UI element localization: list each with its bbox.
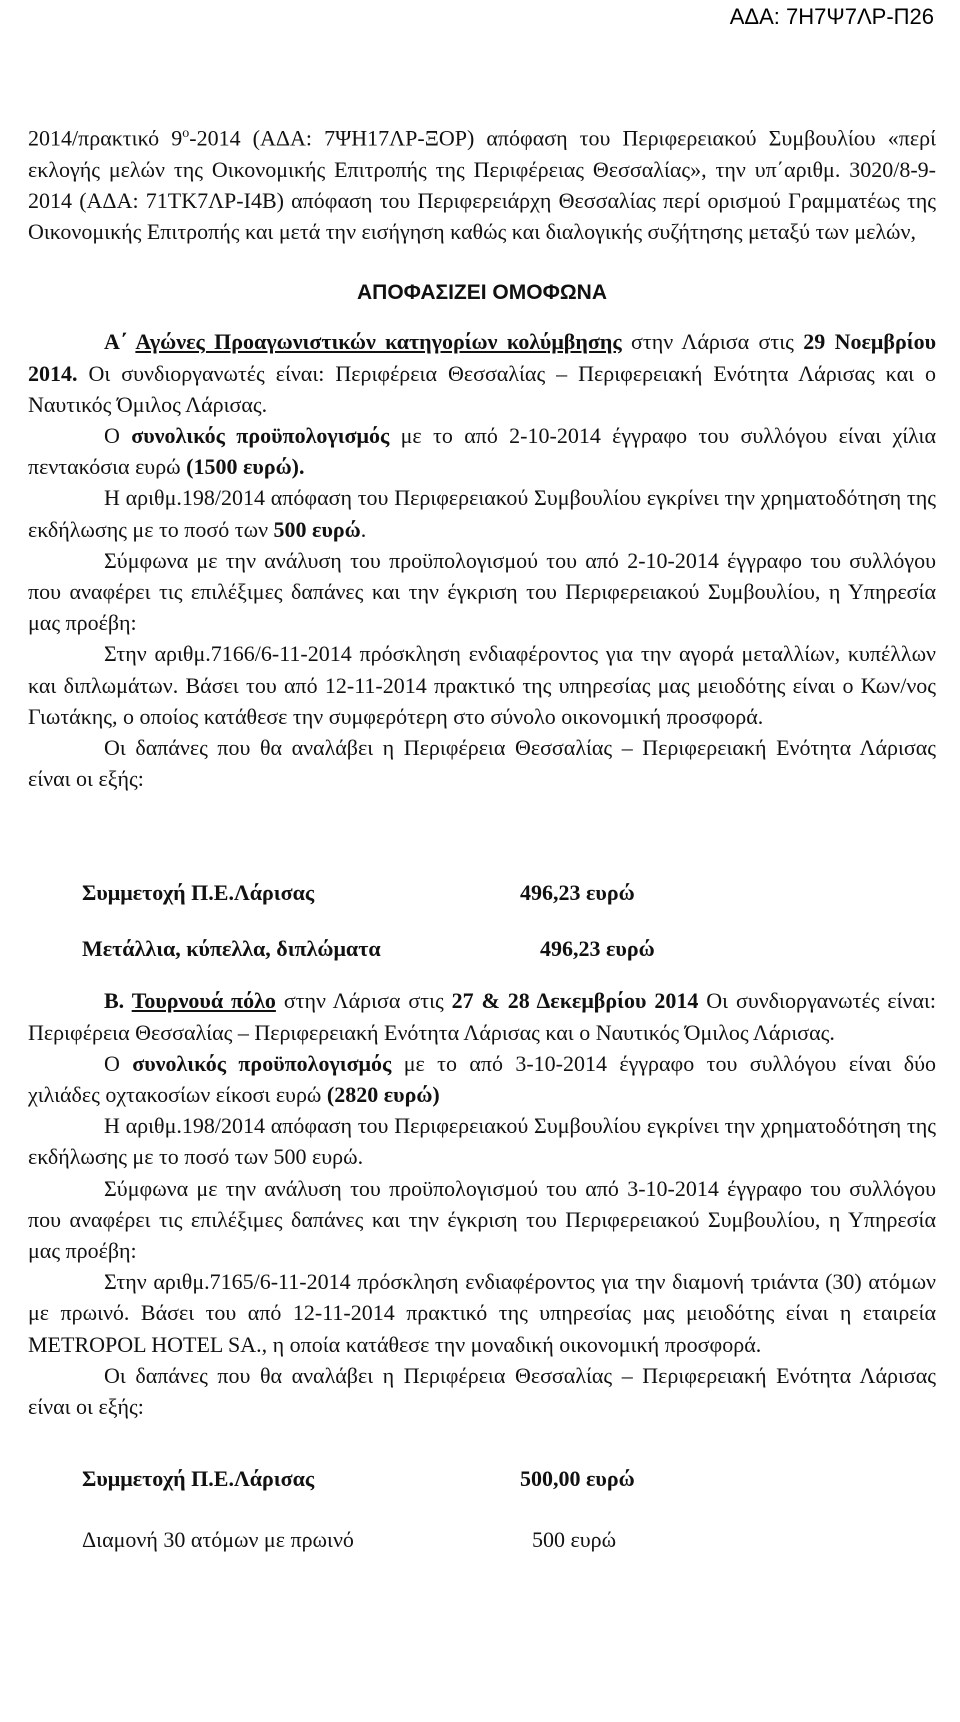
section-b-invitation: Στην αριθμ.7165/6-11-2014 πρόσκληση ενδιαφέροντος για την διαμονή τριάντα (30) ατόμων με πρωινό. Βάσει του από 12-11-2014 πρακτικό της υπηρεσίας μας μειοδότης είναι η εταιρεία METROPOL HOTEL SA., η οποία κατάθεσε την μοναδική οικονομική προσφορά. [28,1269,936,1357]
section-b-cost-row: Διαμονή 30 ατόμων με πρωινό 500 ευρώ [82,1527,617,1553]
section-b-budget: Ο συνολικός προϋπολογισμός με το από 3-10-2014 έγγραφο του συλλόγου είναι δύο χιλιάδες οχτακοσίων είκοσι ευρώ (2820 ευρώ) [28,1050,937,1107]
section-a-budget: Ο συνολικός προϋπολογισμός με το από 2-10-2014 έγγραφο του συλλόγου είναι χίλια πεντακόσια ευρώ (1500 ευρώ). [28,422,937,480]
document-body [28,118,936,1558]
section-b-expenses-intro: Οι δαπάνες που θα αναλάβει η Περιφέρεια Θεσσαλίας – Περιφερειακή Ενότητα Λάρισας είναι οι εξής: [28,1362,936,1420]
section-a-expenses-intro: Οι δαπάνες που θα αναλάβει η Περιφέρεια Θεσσαλίας – Περιφερειακή Ενότητα Λάρισας είναι οι εξής: [28,734,936,792]
intro-paragraph: 2014/πρακτικό $9^o-2014$ (ΑΔΑ: 7ΨΗ17ΛΡ-ΞΟΡ) απόφαση του Περιφερειακού Συμβουλίου «περί εκλογής μελών της Οικονομικής Επιτροπής της Περιφέρειας Θεσσαλίας», την υπ΄αριθμ. 3020/8-9-2014 (ΑΔΑ: 71ΤΚ7ΛΡ-Ι4Β) απόφαση του Περιφερειάρχη Θεσσαλίας περί ορισμού Γραμματέως της Οικονομικής Επιτροπής και μετά την εισήγηση καθώς και διαλογικής συζήτησης μεταξύ των μελών, [28,125,936,244]
section-a-cost-row: Μετάλλια, κύπελλα, διπλώματα 496,23 ευρώ [82,936,655,962]
section-a-cost-row: Συμμετοχή Π.Ε.Λάρισας 496,23 ευρώ [82,880,635,906]
section-a-title: Α΄ Αγώνες Προαγωνιστικών κατηγορίων κολύμβησης στην Λάρισα στις 29 Νοεμβρίου 2014. Οι συνδιοργανωτές είναι: Περιφέρεια Θεσσαλίας – Περιφερειακή Ενότητα Λάρισας και ο Ναυτικός Όμιλος Λάρισας. [28,329,936,417]
section-a-decision: Η αριθμ.198/2014 απόφαση του Περιφερειακού Συμβουλίου εγκρίνει την χρηματοδότηση της εκδήλωσης με το ποσό των 500 ευρώ. [28,485,936,542]
section-b-title: Β. Τουρνουά πόλο στην Λάρισα στις 27 & 28 Δεκεμβρίου 2014 Οι συνδιοργανωτές είναι: Περιφέρεια Θεσσαλίας – Περιφερειακή Ενότητα Λάρισας και ο Ναυτικός Όμιλος Λάρισας. [28,988,936,1045]
section-a-invitation: Στην αριθμ.7166/6-11-2014 πρόσκληση ενδιαφέροντος για την αγορά μεταλλίων, κυπέλλων και διπλωμάτων. Βάσει του από 12-11-2014 πρακτικό της υπηρεσίας μας μειοδότης είναι ο Κων/νος Γιωτάκης, ο οποίος κατάθεσε την συμφερότερη στο σύνολο οικονομική προσφορά. [28,641,936,729]
section-b-analysis: Σύμφωνα με την ανάλυση του προϋπολογισμού του από 3-10-2014 έγγραφο του συλλόγου που αναφέρει τις επιλέξιμες δαπάνες και την έγκριση του Περιφερειακού Συμβουλίου, η Υπηρεσία μας προέβη: [28,1175,936,1264]
ada-code-header: ΑΔΑ: 7Η7Ψ7ΛΡ-Π26 [729,4,934,29]
section-b-decision: Η αριθμ.198/2014 απόφαση του Περιφερειακού Συμβουλίου εγκρίνει την χρηματοδότηση της εκδήλωσης με το ποσό των 500 ευρώ. [28,1113,936,1170]
section-a-analysis: Σύμφωνα με την ανάλυση του προϋπολογισμού του από 2-10-2014 έγγραφο του συλλόγου που αναφέρει τις επιλέξιμες δαπάνες και την έγκριση του Περιφερειακού Συμβουλίου, η Υπηρεσία μας προέβη: [28,547,936,636]
section-b-cost-row: Συμμετοχή Π.Ε.Λάρισας 500,00 ευρώ [82,1466,635,1492]
decision-heading: ΑΠΟΦΑΣΙΖΕΙ ΟΜΟΦΩΝΑ [356,281,607,305]
